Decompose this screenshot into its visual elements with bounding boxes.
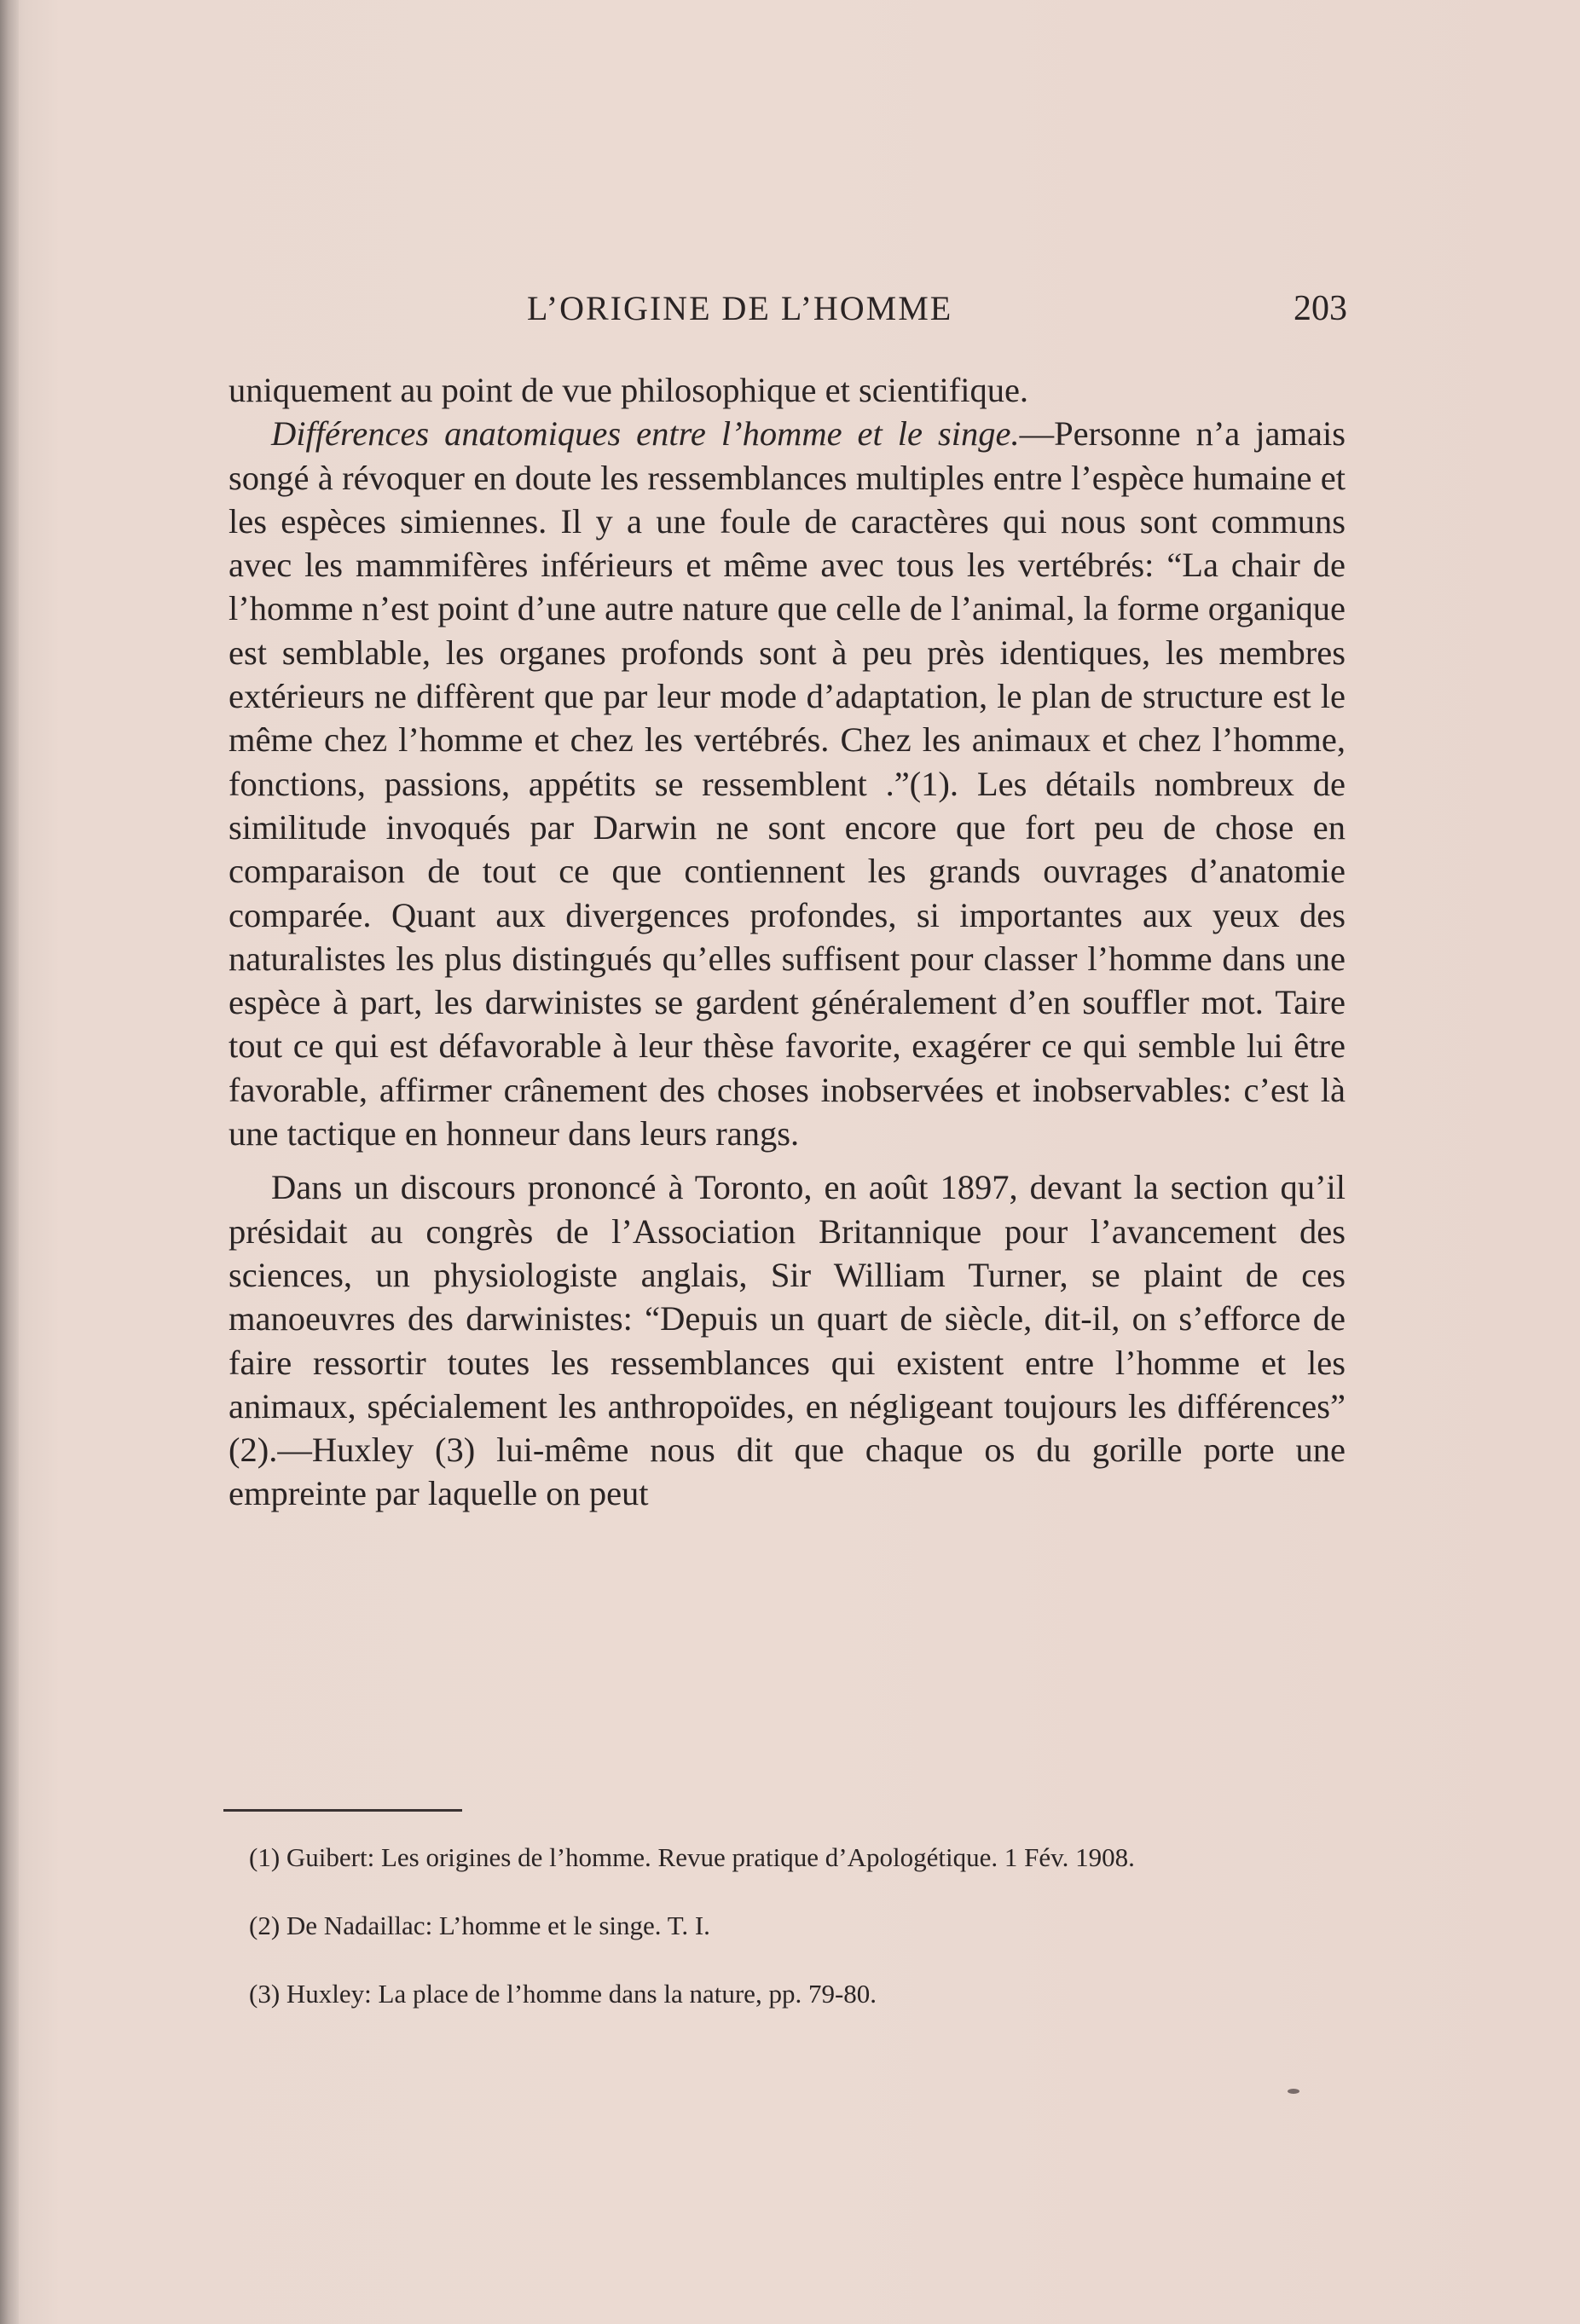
paragraph-continuation: uniquement au point de vue philosophique et scientifique. (229, 371, 1029, 409)
binding-edge (0, 0, 19, 2324)
footnote-text: De Nadaillac: L’homme et le singe. T. I. (286, 1911, 710, 1940)
running-title: L’ORIGINE DE L’HOMME (527, 289, 953, 327)
footnote-rule (223, 1809, 462, 1812)
footnote-1 (223, 1841, 1349, 1874)
footnote-number: (2) (249, 1911, 281, 1940)
page-header (229, 288, 1347, 339)
body-text (229, 368, 1346, 1516)
section-heading: Différences anatomiques entre l’homme et le singe. (271, 414, 1020, 454)
footnote-text: Guibert: Les origines de l’homme. Revue pratique d’Apologétique. 1 Fév. 1908. (286, 1842, 1135, 1872)
paragraph-differences (229, 412, 1346, 1155)
footnote-number: (3) (249, 1979, 281, 2009)
footnote-3 (223, 1978, 1349, 2010)
footnote-text: Huxley: La place de l’homme dans la nature, pp. 79-80. (286, 1979, 877, 2009)
footnote-2 (223, 1910, 1349, 1942)
paragraph-differences-text: —Personne n’a jamais songé à révoquer en doute les ressemblances multiples entre l’espèce humaine et les espèces simiennes. Il y a une foule de caractères qui nous sont communs avec les mammifères inférieurs et même avec tous les vertébrés: “La chair de l’homme n’est point d’une autre nature que celle de l’animal, la forme organique est semblable, les organes profonds sont à peu près identiques, les membres extérieurs ne diffèrent que par leur mode d’adaptation, le plan de structure est le même chez l’homme et chez les vertébrés. Chez les animaux et chez l’homme, fonctions, passions, appétits se ressemblent .”(1). Les détails nombreux de similitude invoqués par Darwin ne sont encore que fort peu de chose en comparaison de tout ce que contiennent les grands ouvrages d’anatomie comparée. Quant aux divergences profondes, si importantes aux yeux des naturalistes les plus distingués qu’elles suffisent pour classer l’homme dans une espèce à part, les darwinistes se gardent généralement d’en souffler mot. Taire tout ce qui est défavorable à leur thèse favorite, exagérer ce qui semble lui être favorable, affirmer crânement des choses inobservées et inobservables: c’est là une tactique en honneur dans leurs rangs. (229, 414, 1346, 1153)
footnote-number: (1) (249, 1842, 281, 1872)
ink-smudge (1288, 2089, 1299, 2094)
footnotes (223, 1841, 1349, 2046)
paragraph-toronto: Dans un discours prononcé à Toronto, en août 1897, devant la section qu’il présidait au congrès de l’Association Britannique pour l’avancement des sciences, un physiologiste anglais, Sir William Turner, se plaint de ces manoeuvres des darwinistes: “Depuis un quart de siècle, dit-il, on s’efforce de faire ressortir toutes les ressemblances qui existent entre l’homme et les animaux, spécialement les anthropoïdes, en négligeant toujours les différences” (2).—Huxley (3) lui-même nous dit que chaque os du gorille porte une empreinte par laquelle on peut (229, 1168, 1346, 1513)
page-number: 203 (1294, 289, 1347, 328)
